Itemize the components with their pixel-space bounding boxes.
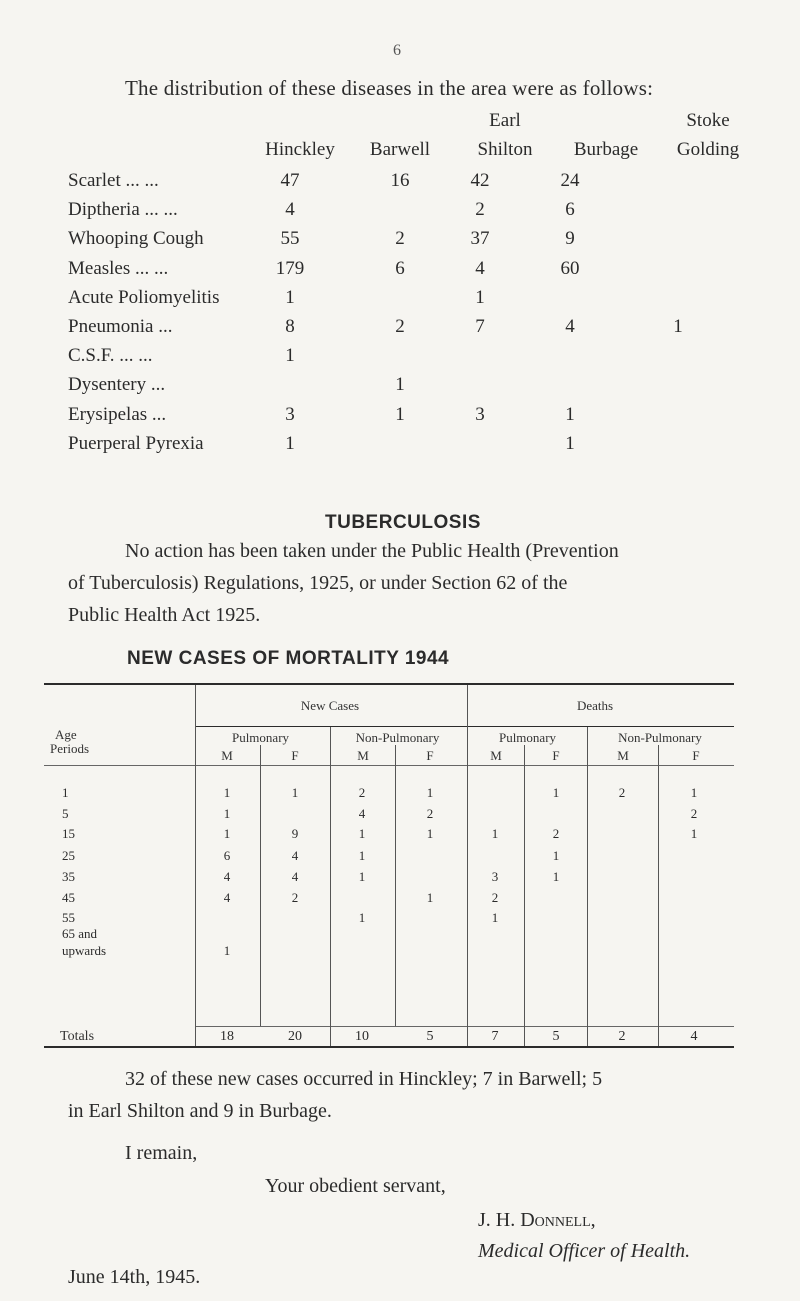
age-header-1: Age bbox=[55, 727, 77, 742]
disease-cell: 24 bbox=[560, 170, 580, 191]
disease-col-header-2-line2: Barwell bbox=[369, 139, 431, 160]
age-header-2: Periods bbox=[50, 741, 89, 756]
col-f-3: F bbox=[552, 748, 560, 763]
closing-line-1: 32 of these new cases occurred in Hinckley; 7 in Barwell; 5 bbox=[125, 1068, 603, 1090]
remain-text: I remain, bbox=[125, 1142, 198, 1164]
signatory-title: Medical Officer of Health. bbox=[478, 1240, 691, 1262]
mortality-cell: 1 bbox=[552, 869, 560, 884]
mortality-cell: 1 bbox=[223, 826, 231, 841]
mortality-cell: 1 bbox=[358, 826, 366, 841]
disease-cell: 1 bbox=[565, 432, 575, 454]
total-cell: 18 bbox=[220, 1029, 234, 1044]
mortality-cell: 1 bbox=[690, 785, 698, 800]
mortality-cell: 2 bbox=[491, 890, 499, 905]
age-period: 35 bbox=[62, 869, 75, 884]
disease-row-label: Dysentery ... bbox=[68, 374, 166, 396]
totals-label: Totals bbox=[60, 1029, 95, 1044]
disease-row-label: Measles ... ... bbox=[68, 257, 169, 279]
mortality-cell: 1 bbox=[426, 890, 434, 905]
disease-col-header-3-line2: Shilton bbox=[477, 139, 533, 160]
disease-cell: 1 bbox=[285, 345, 295, 367]
disease-cell: 42 bbox=[470, 170, 490, 191]
disease-cell: 47 bbox=[280, 170, 300, 191]
disease-row-label: Diptheria ... ... bbox=[68, 199, 178, 221]
age-period: 45 bbox=[62, 890, 75, 905]
mortality-heading: NEW CASES OF MORTALITY 1944 bbox=[127, 648, 450, 669]
mortality-cell: 4 bbox=[358, 806, 366, 821]
mortality-cell: 1 bbox=[358, 910, 366, 925]
disease-cell: 2 bbox=[395, 316, 405, 337]
disease-row-label: Acute Poliomyelitis bbox=[68, 286, 220, 308]
mortality-cell: 1 bbox=[358, 869, 366, 884]
disease-cell: 3 bbox=[475, 403, 485, 425]
intro-text: The distribution of these diseases in the area were as follows: bbox=[125, 76, 654, 100]
age-period: 25 bbox=[62, 848, 75, 863]
vline-age bbox=[195, 685, 196, 1046]
disease-cell: 4 bbox=[565, 316, 575, 337]
mortality-cell: 4 bbox=[223, 869, 231, 884]
mortality-cell: 1 bbox=[223, 806, 231, 821]
disease-cell: 179 bbox=[275, 257, 305, 279]
mortality-cell: 6 bbox=[223, 848, 231, 863]
sub-non-pulmonary-new: Non-Pulmonary bbox=[355, 730, 440, 745]
tuberculosis-heading: TUBERCULOSIS bbox=[325, 512, 481, 533]
disease-cell: 3 bbox=[285, 403, 295, 425]
total-cell: 5 bbox=[552, 1029, 560, 1044]
mortality-cell: 4 bbox=[223, 890, 231, 905]
col-m-4: M bbox=[617, 748, 629, 763]
col-m-1: M bbox=[221, 748, 233, 763]
table-top-rule bbox=[44, 683, 734, 685]
total-cell: 20 bbox=[288, 1029, 302, 1044]
col-f-1: F bbox=[291, 748, 299, 763]
disease-cell: 8 bbox=[285, 316, 295, 337]
signatory-name: J. H. Donnell, bbox=[478, 1209, 596, 1231]
mortality-cell: 2 bbox=[358, 785, 366, 800]
disease-row-label: Pneumonia ... bbox=[68, 316, 173, 337]
mortality-cell: 2 bbox=[618, 785, 626, 800]
mortality-cell: 2 bbox=[291, 890, 299, 905]
total-cell: 4 bbox=[690, 1029, 698, 1044]
sub-non-pulmonary-deaths: Non-Pulmonary bbox=[618, 730, 702, 745]
mortality-cell: 2 bbox=[690, 806, 698, 821]
age-period: 5 bbox=[62, 806, 69, 821]
disease-cell: 55 bbox=[280, 228, 300, 250]
table-bottom-rule bbox=[44, 1046, 734, 1048]
disease-cell: 4 bbox=[285, 199, 295, 221]
mortality-cell: 2 bbox=[426, 806, 434, 821]
disease-cell: 60 bbox=[560, 257, 580, 279]
disease-cell: 1 bbox=[565, 403, 575, 425]
disease-cell: 4 bbox=[475, 257, 485, 279]
disease-cell: 16 bbox=[390, 170, 410, 191]
disease-cell: 1 bbox=[285, 286, 295, 308]
tb-para-line-1: No action has been taken under the Public Health (Prevention bbox=[125, 540, 619, 562]
mortality-cell: 3 bbox=[491, 869, 499, 884]
disease-col-header-4-line2: Burbage bbox=[573, 139, 639, 160]
disease-cell: 1 bbox=[395, 403, 405, 425]
mortality-cell: 4 bbox=[291, 848, 299, 863]
disease-col-header-3-line1: Earl bbox=[489, 110, 521, 131]
group-new-cases: New Cases bbox=[300, 698, 360, 713]
disease-row-label: Scarlet ... ... bbox=[68, 170, 159, 191]
disease-cell: 6 bbox=[565, 199, 575, 221]
disease-cell: 2 bbox=[395, 228, 405, 250]
disease-cell: 7 bbox=[475, 316, 485, 337]
col-f-2: F bbox=[426, 748, 434, 763]
mortality-cell: 1 bbox=[491, 826, 499, 841]
age-period: upwards bbox=[62, 943, 107, 958]
disease-cell: 1 bbox=[395, 374, 405, 396]
page-number: 6 bbox=[393, 42, 401, 59]
table-header-rule bbox=[44, 765, 734, 766]
date-text: June 14th, 1945. bbox=[68, 1266, 201, 1288]
col-m-3: M bbox=[490, 748, 502, 763]
disease-cell: 1 bbox=[285, 432, 295, 454]
disease-col-header-1-line2: Hinckley bbox=[265, 139, 335, 160]
mortality-cell: 1 bbox=[426, 826, 434, 841]
table-totals-rule bbox=[195, 1026, 734, 1027]
mortality-cell: 1 bbox=[552, 785, 560, 800]
vline-4 bbox=[467, 685, 468, 1046]
total-cell: 2 bbox=[618, 1029, 626, 1044]
group-deaths: Deaths bbox=[576, 698, 614, 713]
vline-1 bbox=[260, 745, 261, 1026]
vline-2 bbox=[330, 727, 331, 1046]
table-group-rule bbox=[195, 726, 734, 727]
disease-cell: 1 bbox=[475, 286, 485, 308]
sub-pulmonary-deaths: Pulmonary bbox=[498, 730, 557, 745]
disease-row-label: C.S.F. ... ... bbox=[68, 345, 153, 367]
tb-para-line-3: Public Health Act 1925. bbox=[68, 604, 261, 626]
mortality-cell: 2 bbox=[552, 826, 560, 841]
mortality-cell: 1 bbox=[690, 826, 698, 841]
disease-cell: 37 bbox=[470, 228, 490, 250]
disease-cell: 9 bbox=[565, 228, 575, 250]
mortality-cell: 1 bbox=[358, 848, 366, 863]
mortality-cell: 4 bbox=[291, 869, 299, 884]
disease-cell: 6 bbox=[395, 257, 405, 279]
total-cell: 5 bbox=[426, 1029, 434, 1044]
age-period: 65 and bbox=[62, 926, 98, 941]
closing-line-2: in Earl Shilton and 9 in Burbage. bbox=[68, 1100, 332, 1122]
vline-7 bbox=[658, 745, 659, 1046]
disease-row-label: Erysipelas ... bbox=[68, 403, 167, 425]
sub-pulmonary-new: Pulmonary bbox=[231, 730, 290, 745]
age-period: 55 bbox=[62, 910, 75, 925]
mortality-cell: 1 bbox=[291, 785, 299, 800]
mortality-cell: 1 bbox=[491, 910, 499, 925]
tb-para-line-2: of Tuberculosis) Regulations, 1925, or under Section 62 of the bbox=[68, 572, 568, 594]
vline-6 bbox=[587, 727, 588, 1046]
disease-cell: 2 bbox=[475, 199, 485, 221]
disease-row-label: Puerperal Pyrexia bbox=[68, 432, 204, 454]
vline-3 bbox=[395, 745, 396, 1026]
disease-row-label: Whooping Cough bbox=[68, 228, 204, 250]
col-m-2: M bbox=[357, 748, 369, 763]
disease-col-header-5-line1: Stoke bbox=[686, 110, 730, 131]
col-f-4: F bbox=[692, 748, 700, 763]
mortality-cell: 1 bbox=[223, 785, 231, 800]
mortality-cell: 9 bbox=[291, 826, 299, 841]
age-period: 1 bbox=[62, 785, 69, 800]
servant-text: Your obedient servant, bbox=[265, 1175, 446, 1197]
disease-cell: 1 bbox=[673, 316, 683, 337]
mortality-cell: 1 bbox=[552, 848, 560, 863]
disease-col-header-5-line2: Golding bbox=[676, 139, 740, 160]
total-cell: 7 bbox=[491, 1029, 499, 1044]
total-cell: 10 bbox=[355, 1029, 369, 1044]
mortality-cell: 1 bbox=[426, 785, 434, 800]
mortality-cell: 1 bbox=[223, 943, 231, 958]
age-period: 15 bbox=[62, 826, 75, 841]
